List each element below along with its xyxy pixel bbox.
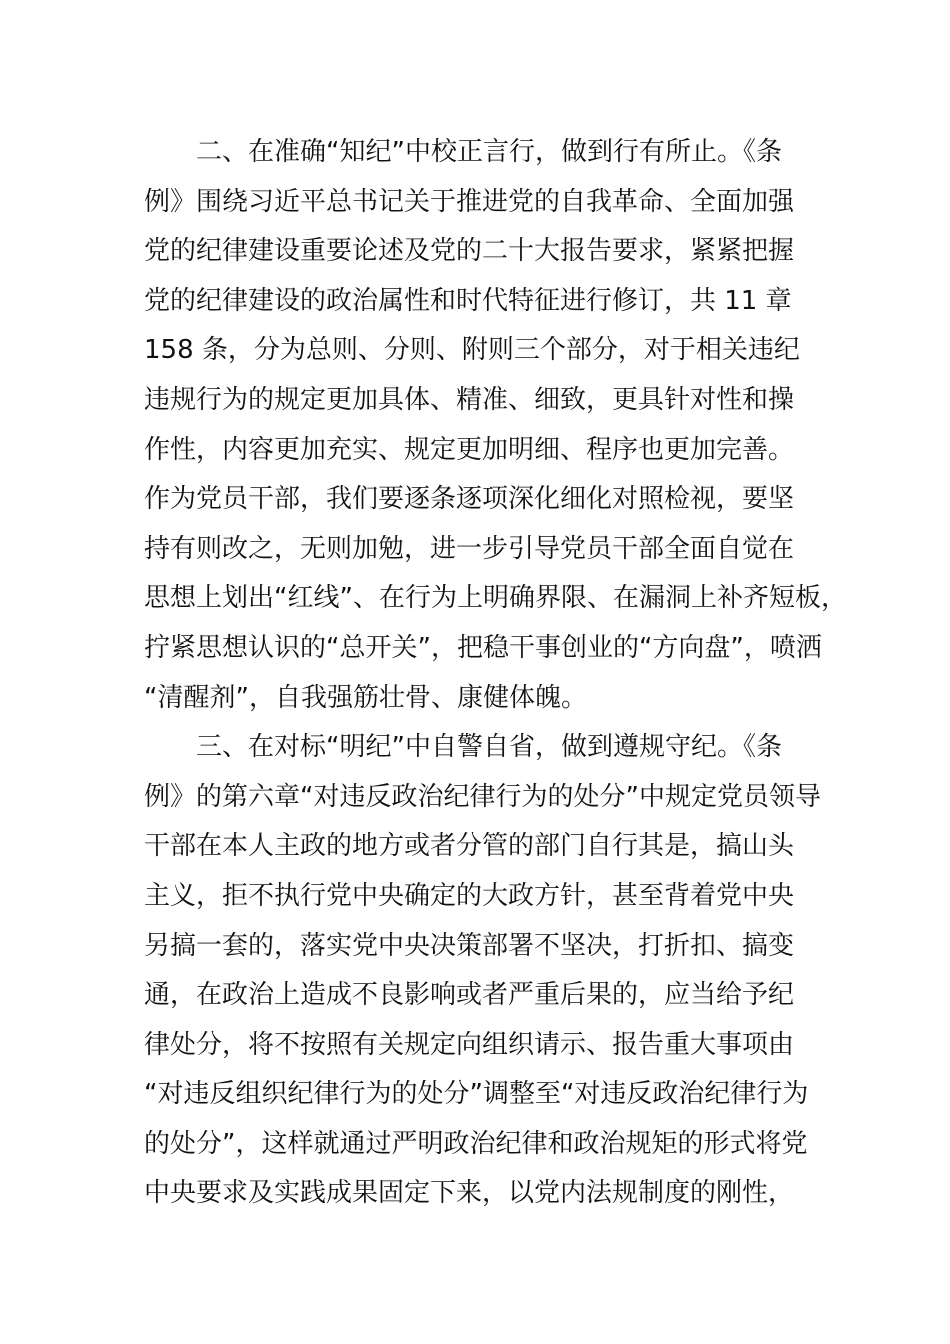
text-line: 二、在准确“知纪”中校正言行，做到行有所止。《条	[144, 137, 782, 167]
text-line: 律处分，将不按照有关规定向组织请示、报告重大事项由	[144, 1029, 795, 1060]
text-line: 通，在政治上造成不良影响或者严重后果的，应当给予纪	[144, 980, 795, 1011]
text-line: 主义，拒不执行党中央确定的大政方针，甚至背着党中央	[144, 880, 795, 911]
text-line: 党的纪律建设重要论述及党的二十大报告要求，紧紧把握	[144, 236, 795, 267]
text-line: 违规行为的规定更加具体、精准、细致，更具针对性和操	[144, 384, 795, 415]
text-line: 另搞一套的，落实党中央决策部署不坚决，打折扣、搞变	[144, 930, 795, 961]
text-line: 中央要求及实践成果固定下来，以党内法规制度的刚性，	[144, 1178, 795, 1209]
text-line: 干部在本人主政的地方或者分管的部门自行其是，搞山头	[144, 831, 795, 862]
text-line: 三、在对标“明纪”中自警自省，做到遵规守纪。《条	[144, 732, 782, 763]
paragraph-2	[144, 128, 847, 723]
document-body	[144, 128, 847, 1219]
text-line: 持有则改之，无则加勉，进一步引导党员干部全面自觉在	[144, 533, 795, 564]
paragraph-3	[144, 723, 824, 1219]
text-line: 拧紧思想认识的“总开关”，把稳干事创业的“方向盘”，喷洒	[144, 632, 822, 663]
text-line: 思想上划出“红线”、在行为上明确界限、在漏洞上补齐短板，	[144, 583, 847, 614]
text-line: 例》的第六章“对违反政治纪律行为的处分”中规定党员领导	[144, 781, 821, 812]
text-line: “对违反组织纪律行为的处分”调整至“对违反政治纪律行为	[144, 1079, 809, 1110]
text-line: 作为党员干部，我们要逐条逐项深化细化对照检视，要坚	[144, 484, 795, 515]
text-line: 例》围绕习近平总书记关于推进党的自我革命、全面加强	[144, 186, 795, 217]
text-line: “清醒剂”，自我强筋壮骨、康健体魄。	[144, 682, 587, 713]
text-line: 作性，内容更加充实、规定更加明细、程序也更加完善。	[144, 434, 795, 465]
text-line: 的处分”，这样就通过严明政治纪律和政治规矩的形式将党	[144, 1128, 808, 1159]
text-line: 党的纪律建设的政治属性和时代特征进行修订，共 11 章	[144, 285, 792, 316]
text-line: 158 条，分为总则、分则、附则三个部分，对于相关违纪	[144, 335, 800, 366]
